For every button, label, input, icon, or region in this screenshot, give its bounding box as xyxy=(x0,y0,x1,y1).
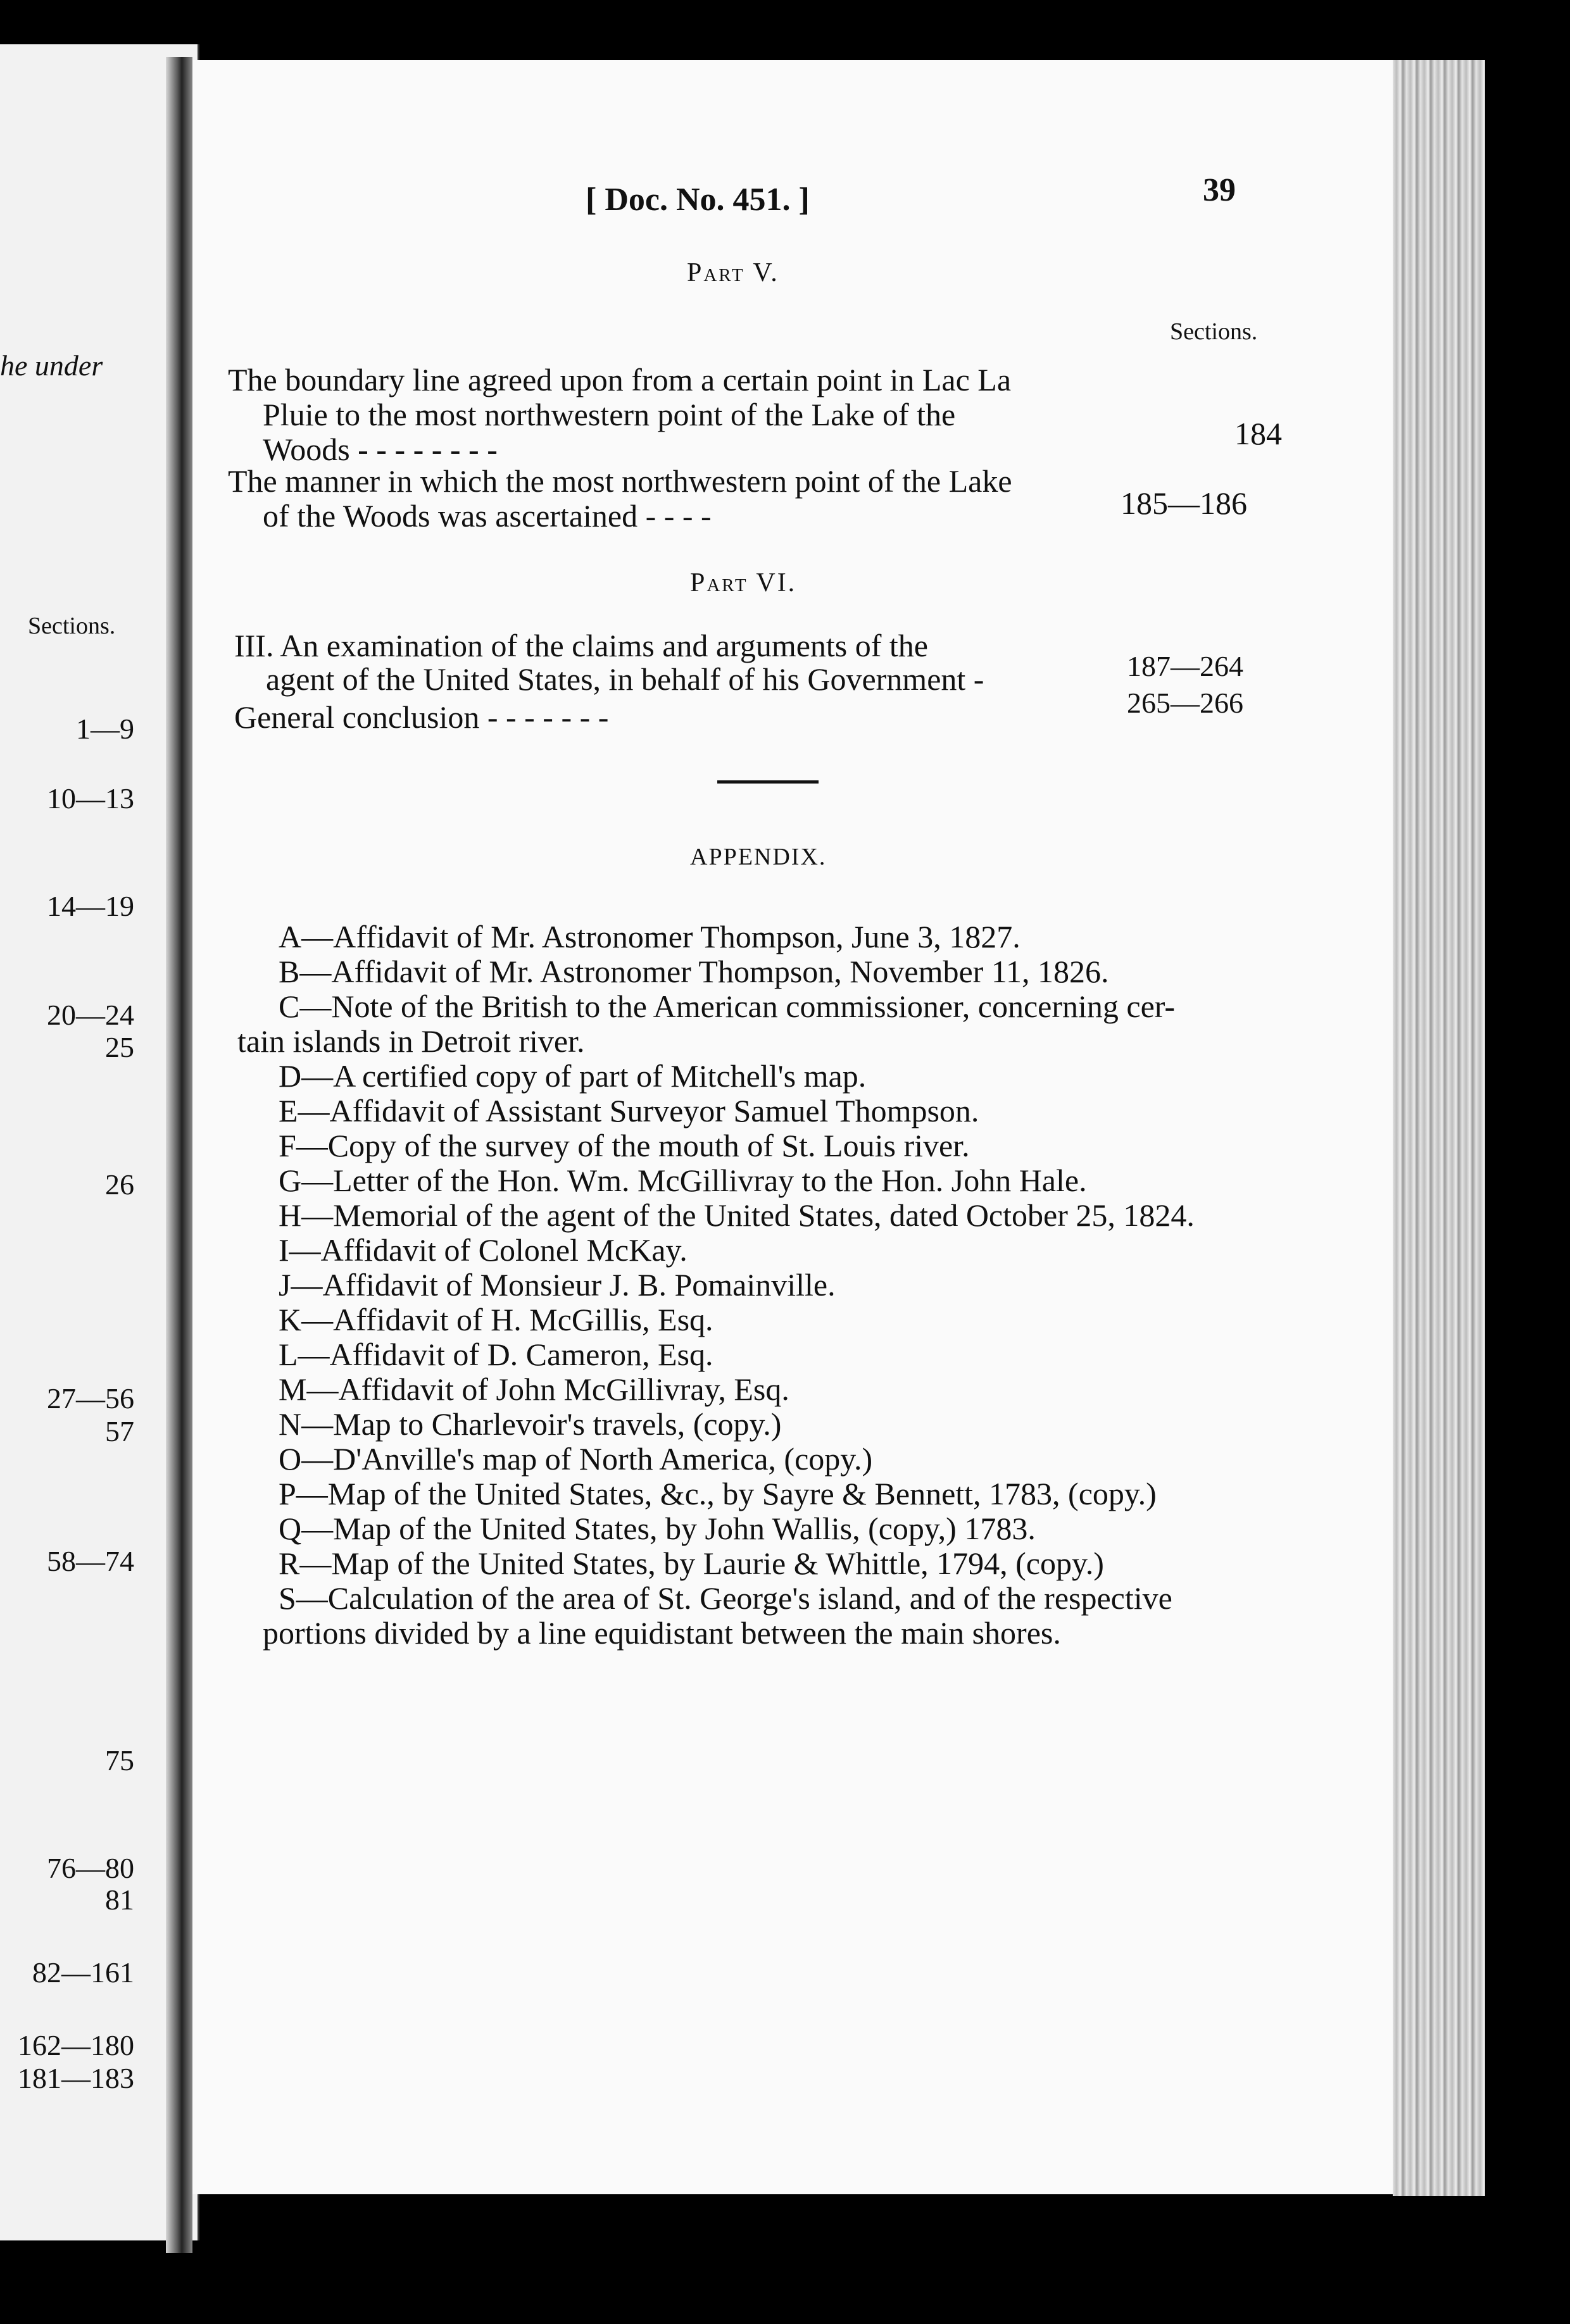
left-section-number: 76—80 xyxy=(47,1852,134,1884)
left-section-number: 58—74 xyxy=(47,1545,134,1577)
appendix-item: H—Memorial of the agent of the United States, dated October 25, 1824. xyxy=(279,1197,1195,1233)
appendix-item: portions divided by a line equidistant between the main shores. xyxy=(263,1615,1061,1651)
left-section-number: 57 xyxy=(105,1415,134,1447)
appendix-item: tain islands in Detroit river. xyxy=(237,1023,585,1059)
left-section-number: 75 xyxy=(105,1744,134,1777)
toc-sections: 185—186 xyxy=(1121,485,1247,521)
left-section-number: 181—183 xyxy=(18,2062,134,2094)
toc-sections: 184 xyxy=(1234,416,1282,451)
section-divider xyxy=(717,780,819,784)
appendix-item: I—Affidavit of Colonel McKay. xyxy=(279,1232,688,1268)
left-section-number: 82—161 xyxy=(32,1956,134,1989)
appendix-item: G—Letter of the Hon. Wm. McGillivray to the Hon. John Hale. xyxy=(279,1163,1087,1198)
left-section-number: 14—19 xyxy=(47,890,134,922)
toc-sections: 265—266 xyxy=(1127,687,1243,719)
toc-entry-line: III. An examination of the claims and arguments of the xyxy=(234,628,928,663)
appendix-item: N—Map to Charlevoir's travels, (copy.) xyxy=(279,1406,782,1442)
appendix-item: K—Affidavit of H. McGillis, Esq. xyxy=(279,1302,713,1337)
left-section-number: 26 xyxy=(105,1168,134,1201)
left-section-number: 20—24 xyxy=(47,999,134,1031)
book-gutter xyxy=(166,57,192,2253)
appendix-title: APPENDIX. xyxy=(690,844,827,870)
left-section-number: 1—9 xyxy=(76,713,134,745)
left-sections-label: Sections. xyxy=(28,613,116,639)
appendix-item: D—A certified copy of part of Mitchell's map. xyxy=(279,1058,867,1094)
appendix-item: A—Affidavit of Mr. Astronomer Thompson, June 3, 1827. xyxy=(279,919,1020,954)
left-section-number: 162—180 xyxy=(18,2029,134,2061)
appendix-item: S—Calculation of the area of St. George's island, and of the respective xyxy=(279,1580,1172,1616)
page-number: 39 xyxy=(1203,172,1236,208)
left-section-number: 27—56 xyxy=(47,1382,134,1415)
toc-entry-line: The manner in which the most northwestern point of the Lake xyxy=(228,463,1012,499)
appendix-item: E—Affidavit of Assistant Surveyor Samuel Thompson. xyxy=(279,1093,979,1128)
appendix-item: M—Affidavit of John McGillivray, Esq. xyxy=(279,1371,789,1407)
toc-entry-line: General conclusion - - - - - - - xyxy=(234,699,609,735)
appendix-item: R—Map of the United States, by Laurie & Whittle, 1794, (copy.) xyxy=(279,1546,1104,1581)
part-v-title: Part V. xyxy=(687,258,779,287)
appendix-item: J—Affidavit of Monsieur J. B. Pomainville. xyxy=(279,1267,836,1303)
appendix-item: O—D'Anville's map of North America, (copy.) xyxy=(279,1441,873,1477)
toc-entry-line: The boundary line agreed upon from a certain point in Lac La xyxy=(228,362,1012,397)
left-section-numbers xyxy=(0,0,134,2324)
left-section-number: 81 xyxy=(105,1884,134,1916)
appendix-item: L—Affidavit of D. Cameron, Esq. xyxy=(279,1337,713,1372)
left-section-number: 10—13 xyxy=(47,782,134,815)
appendix-item: P—Map of the United States, &c., by Sayre & Bennett, 1783, (copy.) xyxy=(279,1476,1157,1511)
appendix-item: C—Note of the British to the American commissioner, concerning cer- xyxy=(279,989,1176,1024)
toc-entry-line: of the Woods was ascertained - - - - xyxy=(263,498,712,534)
part-vi-title: Part VI. xyxy=(690,568,797,597)
left-section-number: 25 xyxy=(105,1031,134,1063)
page-edges xyxy=(1393,60,1485,2196)
doc-reference: [ Doc. No. 451. ] xyxy=(586,182,810,218)
sections-label: Sections. xyxy=(1170,318,1258,345)
left-partial-heading: he under xyxy=(0,349,103,382)
appendix-item: F—Copy of the survey of the mouth of St. Louis river. xyxy=(279,1128,970,1163)
appendix-item: Q—Map of the United States, by John Wallis, (copy,) 1783. xyxy=(279,1511,1036,1546)
toc-entry-line: Woods - - - - - - - - xyxy=(263,432,498,467)
appendix-item: B—Affidavit of Mr. Astronomer Thompson, November 11, 1826. xyxy=(279,954,1109,989)
toc-entry-line: Pluie to the most northwestern point of the Lake of the xyxy=(263,397,956,432)
toc-entry-line: agent of the United States, in behalf of his Government - xyxy=(266,661,984,697)
toc-sections: 187—264 xyxy=(1127,650,1243,682)
